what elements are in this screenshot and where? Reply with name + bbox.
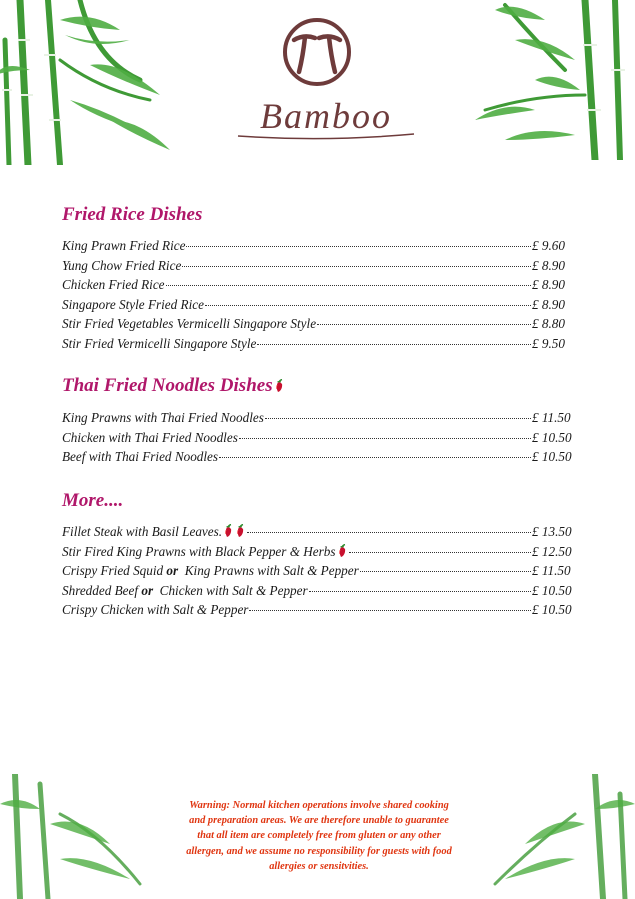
logo-icon [282,16,352,88]
menu-list-fried-rice [62,238,576,356]
dot-leader [219,457,531,458]
item-price: £ 8.90 [532,296,565,312]
item-name: King Prawns with Thai Fried Noodles [62,410,264,425]
chili-icon [235,524,246,538]
item-price: £ 10.50 [532,449,572,465]
section-title-fried-rice: Fried Rice Dishes [62,204,203,225]
menu-item [62,238,576,258]
menu-item [62,544,576,564]
menu-item [62,297,576,317]
dot-leader [205,305,531,306]
item-price: £ 10.50 [532,429,572,445]
section-title-thai-noodles: Thai Fried Noodles Dishes [62,375,285,397]
menu-item [62,602,576,622]
menu-item [62,524,576,544]
menu-list-more [62,524,576,622]
bamboo-decoration-bottom-right [485,774,635,899]
item-name: Stir Fired King Prawns with Black Pepper & Herbs [62,544,348,560]
item-name: Yung Chow Fried Rice [62,257,182,273]
item-name: Stir Fried Vermicelli Singapore Style [62,335,257,351]
item-price: £ 9.60 [532,238,565,253]
menu-item [62,563,576,583]
dot-leader [186,246,531,247]
dot-leader [257,344,531,345]
menu-item [62,583,576,603]
menu-item [62,277,576,297]
dot-leader [182,266,531,267]
bamboo-decoration-top-right [475,0,635,160]
dot-leader [166,285,531,286]
menu-item [62,410,576,430]
item-price: £ 12.50 [532,543,572,559]
menu-item [62,336,576,356]
item-name: King Prawn Fried Rice [62,238,186,253]
item-name: Beef with Thai Fried Noodles [62,449,219,465]
menu-list-thai-noodles [62,410,576,469]
item-name: Crispy Chicken with Salt & Pepper [62,602,249,618]
menu-item [62,430,576,450]
item-price: £ 9.50 [532,335,565,351]
item-price: £ 13.50 [532,524,572,539]
dot-leader [309,591,531,592]
dot-leader [360,571,531,572]
brand-name: Bamboo [260,96,392,136]
item-price: £ 10.50 [532,582,572,598]
dot-leader [317,324,531,325]
chili-icon [223,524,234,538]
logo-wordmark [228,92,424,142]
item-price: £ 8.80 [532,316,565,332]
chili-icon [274,379,285,393]
warning-line: allergen, and we assume no responsibility for guests with food [186,845,452,857]
warning-line: allergies or sensitvities. [269,860,369,872]
dot-leader [349,552,532,553]
item-price: £ 10.50 [532,602,572,618]
item-price: £ 11.50 [532,410,571,425]
allergy-warning [146,798,492,874]
item-name: Stir Fried Vegetables Vermicelli Singapore Style [62,316,317,332]
menu-item [62,449,576,469]
dot-leader [249,610,531,611]
menu-item [62,316,576,336]
warning-line: and preparation areas. We are therefore unable to guarantee [189,815,449,827]
bamboo-decoration-top-left [0,0,180,165]
dot-leader [265,418,531,419]
bamboo-decoration-bottom-left [0,774,150,899]
item-name: Singapore Style Fried Rice [62,296,204,312]
menu-item [62,258,576,278]
dot-leader [247,532,531,533]
dot-leader [239,438,531,439]
item-price: £ 11.50 [532,563,571,579]
item-name: Chicken Fried Rice [62,277,165,293]
section-title-more: More.... [62,490,124,511]
item-name: Crispy Fried Squid or King Prawns with Salt & Pepper [62,563,359,579]
item-price: £ 8.90 [532,277,565,293]
chili-icon [337,544,348,558]
item-name: Fillet Steak with Basil Leaves. [62,524,246,540]
item-price: £ 8.90 [532,257,565,273]
item-name: Chicken with Thai Fried Noodles [62,429,238,445]
item-name: Shredded Beef or Chicken with Salt & Pepper [62,582,308,598]
warning-line: that all item are completely free from gluten or any other [197,830,441,842]
warning-line: Warning: Normal kitchen operations involve shared cooking [189,800,449,811]
